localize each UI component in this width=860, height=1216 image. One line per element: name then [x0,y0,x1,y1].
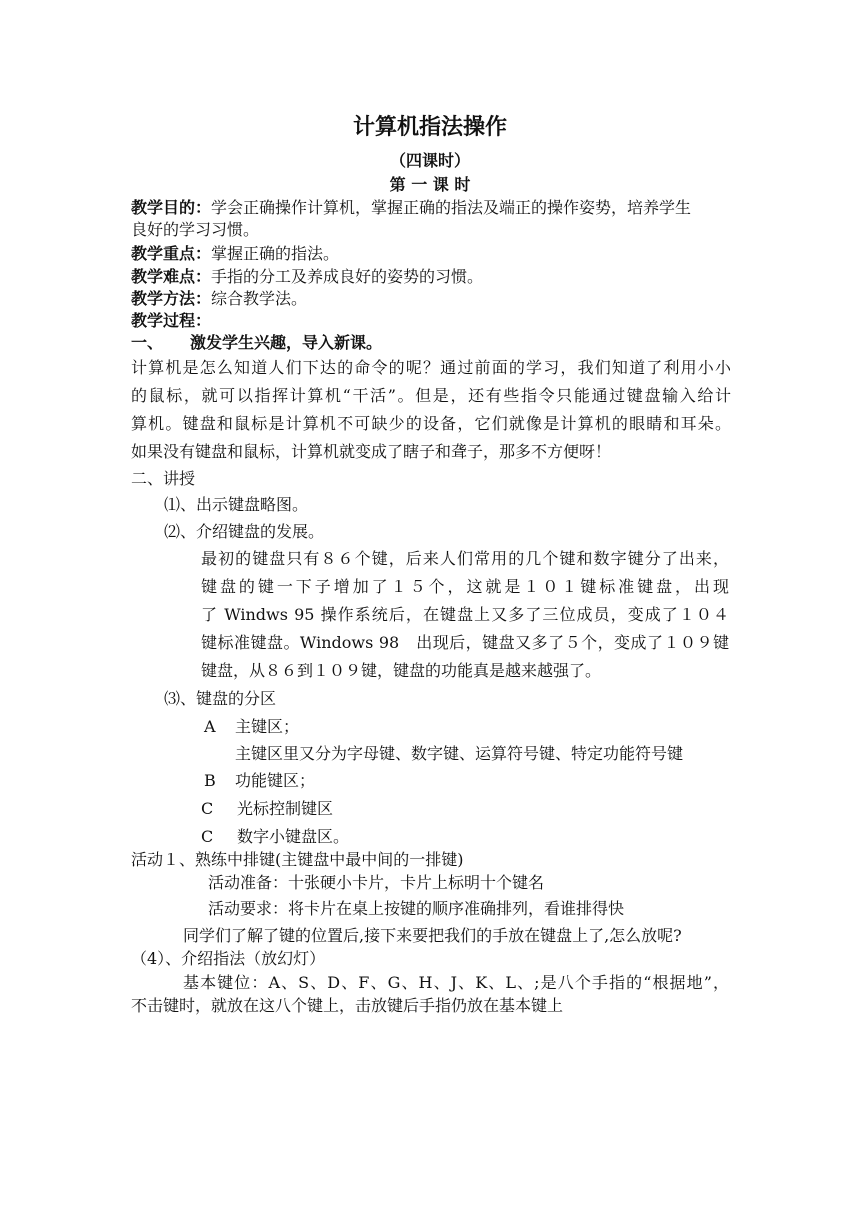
page-subtitle: （四课时） [389,151,470,170]
section1-heading: 激发学生兴趣，导入新课。 [190,333,383,352]
zone-c2-letter: C [201,827,214,846]
zone-b-text: 功能键区； [235,771,316,790]
intro-line: 算机。键盘和鼠标是计算机不可缺少的设备，它们就像是计算机的眼睛和耳朵。 [131,414,731,433]
history-line: 键标准键盘。Windows 98 出现后，键盘又多了５个，变成了１０９键 [201,633,729,652]
zone-c1-text: 光标控制键区 [237,799,334,818]
intro-line: 如果没有键盘和鼠标，计算机就变成了瞎子和聋子，那多不方便呀！ [131,442,612,461]
goal-text: 学会正确操作计算机，掌握正确的指法及端正的操作姿势，培养学生 [211,198,692,217]
method-label: 教学方法： [131,289,212,308]
activity-prep: 活动准备：十张硬小卡片，卡片上标明十个键名 [208,873,545,892]
teaching-goal-cont: 良好的学习习惯。 [131,220,260,239]
history-line: 最初的键盘只有８６个键，后来人们常用的几个键和数字键分了出来， [201,549,729,568]
zone-a-letter: A [204,717,216,736]
page-title: 计算机指法操作 [352,114,507,140]
section1-number: 一、 [131,333,164,352]
history-line: 键盘的键一下子增加了１５个，这就是１０１键标准键盘，出现 [201,577,729,596]
difficulty [131,266,483,288]
key-point [131,243,339,265]
zone-c2-text: 数字小键盘区。 [237,827,350,846]
difficulty-label: 教学难点： [131,267,212,286]
teaching-method [131,288,307,310]
key-point-text: 掌握正确的指法。 [211,244,340,263]
history-line: 键盘，从８６到１０９键，键盘的功能真是越来越强了。 [201,661,602,680]
basic-keys-line: 不击键时，就放在这八个键上，击放键后手指仍放在基本键上 [131,996,564,1015]
item4: （4）、介绍指法（放幻灯） [131,949,326,968]
teaching-goal [131,197,691,219]
transition-text: 同学们了解了键的位置后,接下来要把我们的手放在键盘上了,怎么放呢? [183,926,682,945]
lesson-heading: 第 一 课 时 [389,175,471,194]
zone-b-letter: B [204,771,216,790]
zone-c1-letter: C [201,799,214,818]
item3: ⑶、键盘的分区 [164,689,277,708]
goal-label: 教学目的： [131,198,212,217]
key-point-label: 教学重点： [131,244,212,263]
process-label: 教学过程： [131,311,212,330]
zone-a-detail: 主键区里又分为字母键、数字键、运算符号键、特定功能符号键 [235,744,684,763]
intro-line: 计算机是怎么知道人们下达的命令的呢？通过前面的学习，我们知道了利用小小 [131,358,731,377]
item2: ⑵、介绍键盘的发展。 [164,522,325,541]
activity-requirement: 活动要求：将卡片在桌上按键的顺序准确排列，看谁排得快 [208,899,625,918]
intro-line: 的鼠标，就可以指挥计算机“干活”。但是，还有些指令只能通过键盘输入给计 [131,386,731,405]
zone-a-text: 主键区； [235,717,300,736]
difficulty-text: 手指的分工及养成良好的姿势的习惯。 [211,267,484,286]
activity1-heading: 活动１、熟练中排键(主键盘中最中间的一排键) [131,850,464,869]
item1: ⑴、出示键盘略图。 [164,495,309,514]
history-line: 了 Windws 95 操作系统后，在键盘上又多了三位成员，变成了１０４ [201,605,729,624]
method-text: 综合教学法。 [211,289,308,308]
section2-heading: 二、讲授 [131,469,196,488]
basic-keys-line: 基本键位：A、S、D、F、G、H、J、K、L、;是八个手指的“根据地”， [183,973,729,992]
